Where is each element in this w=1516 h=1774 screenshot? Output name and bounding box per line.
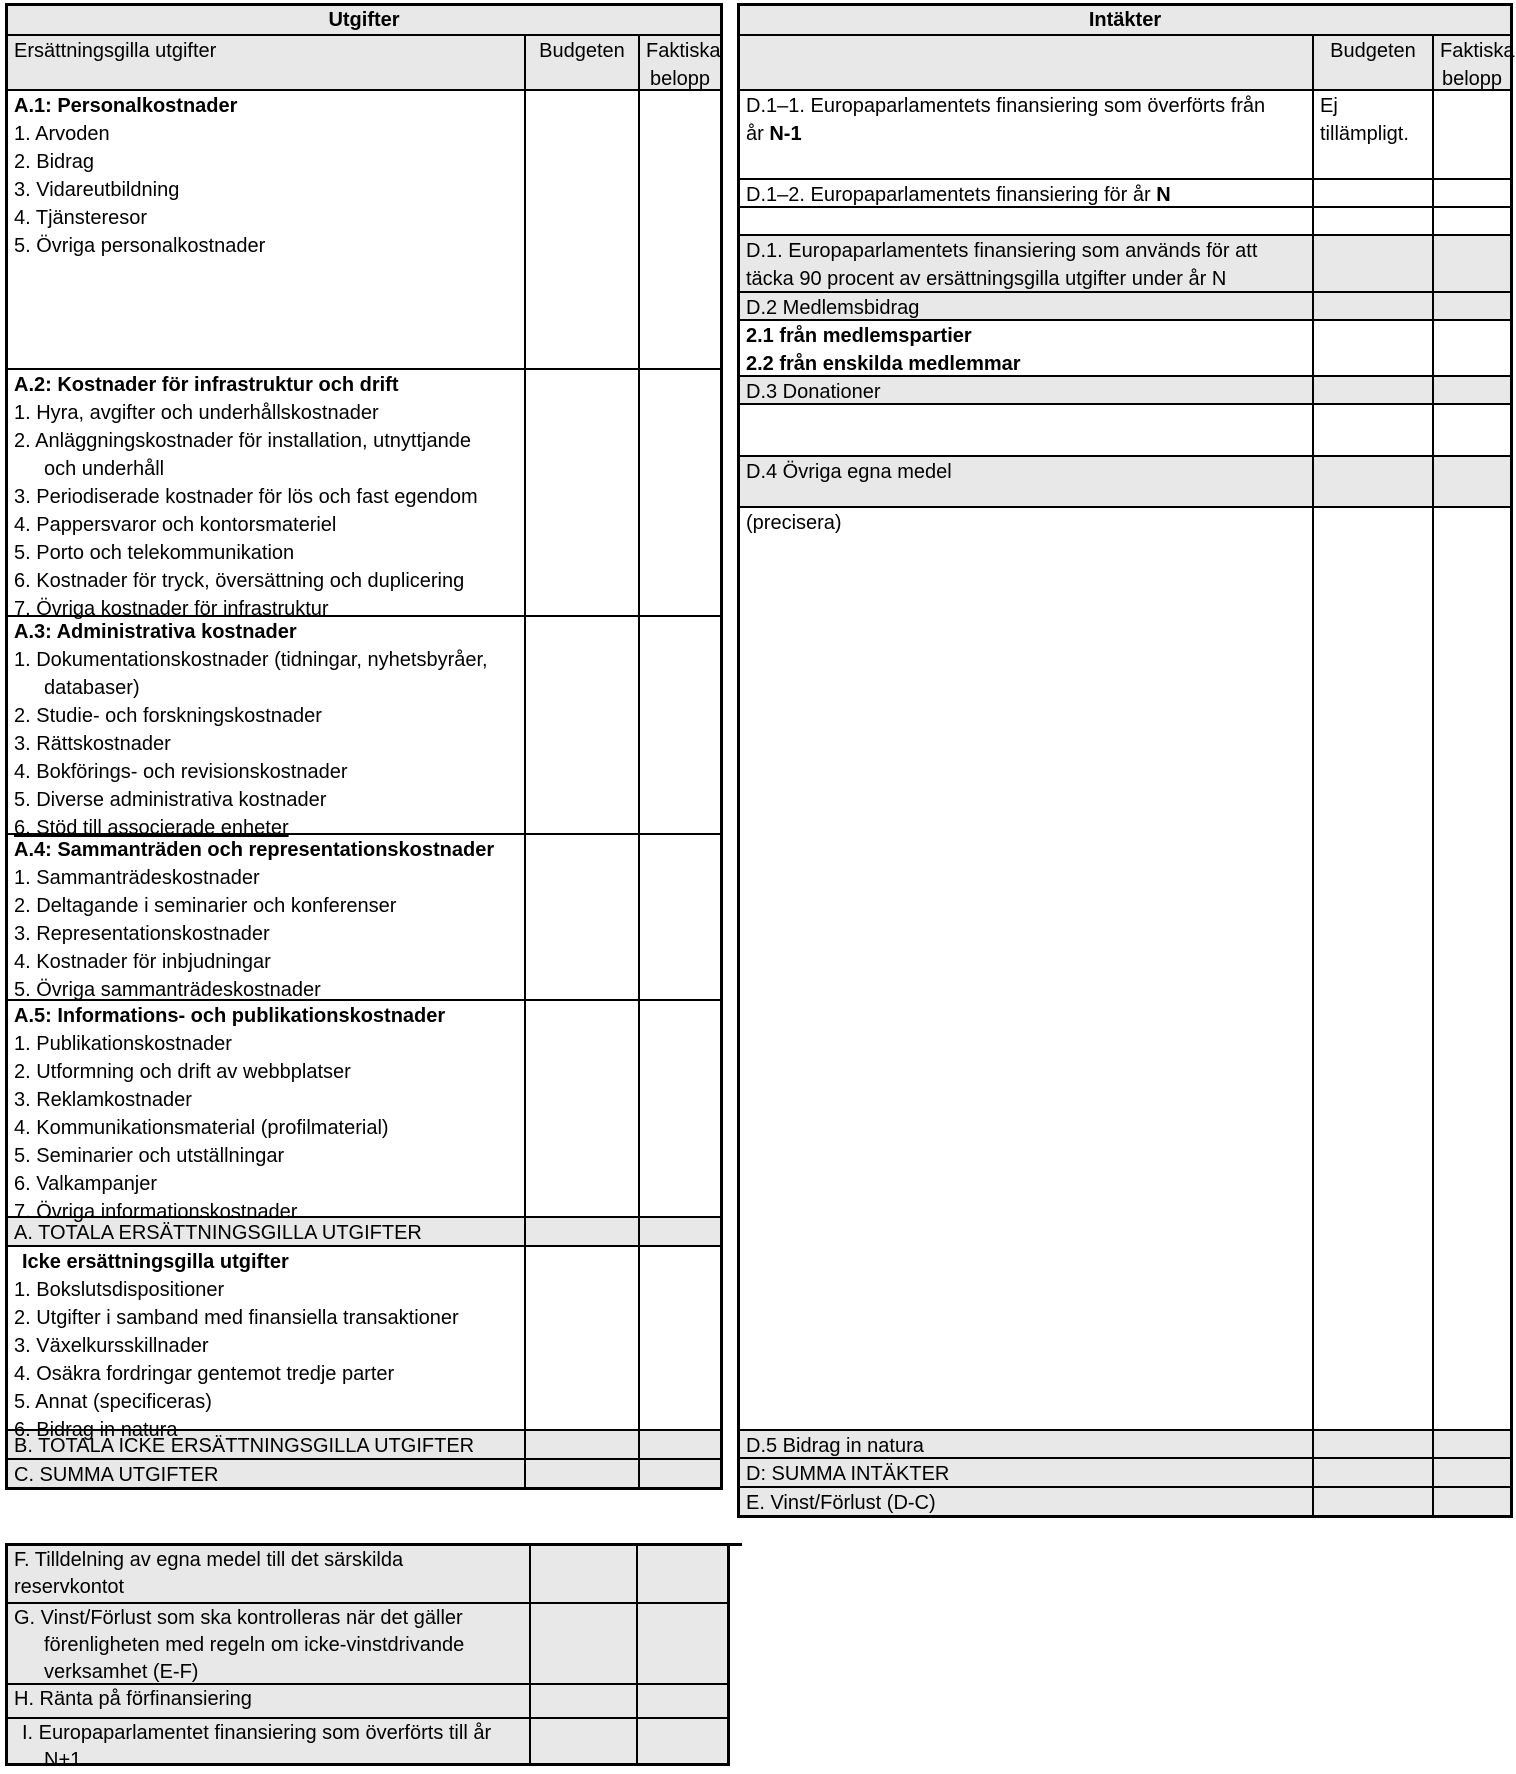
budget-cell [524,1431,638,1458]
budget-cell [1312,208,1432,234]
not-applicable-line2: tillämpligt. [1320,123,1409,145]
income-header-label-cell [740,36,1312,89]
income-item: D.3 Donationer [746,381,881,403]
budget-cell [1312,321,1432,375]
adjustment-label-cell [8,1719,529,1771]
row-empty [740,403,1510,455]
adjustment-item-continuation: förenligheten med regeln om icke-vinstdrivande [44,1634,465,1656]
precisera-note: (precisera) [746,512,842,534]
actual-cell [1432,377,1510,403]
income-label-cell [740,1459,1312,1486]
row-non-reimbursable [8,1245,720,1441]
expenses-table [5,3,723,1490]
actual-cell [638,617,720,833]
row-section-a4 [8,833,720,999]
income-label-cell [740,1488,1312,1515]
actual-header-line2: belopp [1441,68,1503,90]
actual-cell [638,1247,720,1429]
adjustment-label-cell [8,1604,529,1683]
adjustment-label-cell [8,1685,529,1717]
income-subitem: 2.2 från enskilda medlemmar [746,353,1021,375]
section-heading: A.1: Personalkostnader [14,95,238,117]
income-title-row [740,6,1510,34]
budget-cell [1312,405,1432,455]
expense-item: 2. Utformning och drift av webbplatser [14,1061,351,1083]
budget-cell [1312,293,1432,319]
expense-item: 2. Deltagande i seminarier och konferenser [14,895,397,917]
expense-item: 4. Kommunikationsmaterial (profilmaterial) [14,1117,389,1139]
actual-cell [636,1719,727,1763]
budget-cell [524,617,638,833]
adjustment-item-continuation: verksamhet (E-F) [44,1661,199,1683]
row-section-a3 [8,615,720,839]
expense-item: 3. Rättskostnader [14,733,171,755]
income-item-continuation: täcka 90 procent av ersättningsgilla utgifter under år N [746,268,1227,290]
section-label-cell [8,370,524,620]
expense-item: 4. Bokförings- och revisionskostnader [14,761,348,783]
section-label-cell [8,617,524,839]
income-label-cell [740,293,1312,319]
income-table [737,3,1513,1518]
expense-item: 2. Studie- och forskningskostnader [14,705,322,727]
expense-item: 3. Representationskostnader [14,923,270,945]
expense-item: 7. Övriga kostnader för infrastruktur [14,598,329,620]
actual-cell [638,370,720,615]
row-total-non-reimbursable [8,1429,720,1458]
budget-cell [524,1001,638,1216]
budget-cell [524,1247,638,1429]
actual-cell [1432,1431,1510,1457]
actual-cell [1432,236,1510,291]
expense-item: 5. Seminarier och utställningar [14,1145,285,1167]
expense-item: 6. Kostnader för tryck, översättning och duplicering [14,570,465,592]
total-label-cell [8,1431,524,1458]
income-item: D.1. Europaparlamentets finansiering som används för att [746,240,1258,262]
actual-cell [636,1546,727,1602]
expense-item: 6. Stöd till associerade enheter [14,817,289,839]
section-heading: A.2: Kostnader för infrastruktur och drift [14,374,399,396]
row-empty [740,206,1510,234]
adjustment-item: F. Tilldelning av egna medel till det särskilda [14,1549,404,1571]
income-item: D.1–1. Europaparlamentets finansiering som överförts från [746,95,1266,117]
row-d1 [740,234,1510,291]
budget-cell [529,1719,636,1763]
budget-cell [1312,1459,1432,1486]
section-heading: Icke ersättningsgilla utgifter [22,1251,289,1273]
budget-cell [529,1685,636,1717]
income-label-cell [740,377,1312,403]
row-section-a1 [8,89,720,368]
income-item-continuation [746,120,1306,148]
expense-item-continuation: databaser) [44,677,140,699]
budget-cell [524,1460,638,1487]
expense-item: 3. Växelkursskillnader [14,1335,209,1357]
expense-item: 5. Övriga personalkostnader [14,235,266,257]
budget-cell [1312,1431,1432,1457]
actual-cell [1432,405,1510,455]
actual-cell [1432,91,1510,178]
header-label-text: Ersättningsgilla utgifter [14,40,217,62]
expense-item: 1. Publikationskostnader [14,1033,232,1055]
row-f [8,1546,727,1602]
expense-item: 3. Vidareutbildning [14,179,180,201]
row-d2-sub [740,319,1510,375]
expense-item: 4. Pappersvaror och kontorsmateriel [14,514,337,536]
budget-cell [529,1604,636,1683]
expense-item: 2. Utgifter i samband med finansiella transaktioner [14,1307,459,1329]
income-item: D.2 Medlemsbidrag [746,297,920,319]
year-n-minus-1: N-1 [769,123,802,145]
budget-cell [1312,508,1432,1429]
budget-cell [524,1218,638,1245]
income-title: Intäkter [1088,9,1162,31]
actual-cell [1432,180,1510,206]
expense-item: 6. Valkampanjer [14,1173,158,1195]
expense-item: 1. Dokumentationskostnader (tidningar, nyhetsbyråer, [14,649,488,671]
row-d3 [740,375,1510,403]
income-item: D.5 Bidrag in natura [746,1435,924,1457]
budget-cell [1312,457,1432,506]
section-label-cell [8,1001,524,1223]
table-border-extension [728,1543,742,1546]
row-total-reimbursable [8,1216,720,1245]
row-total-income [740,1457,1510,1486]
profit-loss-label: E. Vinst/Förlust (D-C) [746,1492,936,1514]
expense-item: 1. Arvoden [14,123,110,145]
section-heading: A.5: Informations- och publikationskostnader [14,1005,446,1027]
adjustment-item-continuation: N+1 [44,1749,82,1771]
not-applicable-line1: Ej [1320,95,1338,117]
income-item: D.4 Övriga egna medel [746,461,952,483]
actual-cell [1432,293,1510,319]
income-label-cell [740,457,1312,506]
actual-cell [636,1604,727,1683]
row-d5 [740,1429,1510,1457]
section-heading: A.3: Administrativa kostnader [14,621,297,643]
income-label-cell [740,180,1312,206]
adjustment-item-continuation: reservkontot [14,1576,125,1598]
budget-cell [1312,377,1432,403]
income-label-cell [740,405,1312,455]
income-header-row [740,34,1515,90]
budget-cell [524,370,638,615]
row-d2 [740,291,1510,319]
budget-cell [529,1546,636,1602]
actual-cell [638,1001,720,1216]
expense-item-continuation: och underhåll [44,458,165,480]
expenses-title-row [8,6,720,34]
actual-cell [1432,508,1510,1429]
row-d1-1 [740,89,1510,178]
budget-header-text: Budgeten [1330,40,1416,62]
row-section-a2 [8,368,720,620]
income-label-cell [740,321,1312,375]
row-total-expenses [8,1458,720,1487]
budget-header-text: Budgeten [539,40,625,62]
adjustments-table [5,1543,730,1771]
section-label-cell [8,835,524,999]
budget-cell [524,835,638,999]
expense-item: 4. Kostnader för inbjudningar [14,951,271,973]
income-label-cell [740,1431,1312,1457]
actual-cell [636,1685,727,1717]
total-non-reimbursable-label: B. TOTALA ICKE ERSÄTTNINGSGILLA UTGIFTER [14,1435,475,1457]
actual-cell [1432,457,1510,506]
row-h [8,1683,727,1717]
expenses-title: Utgifter [328,9,400,31]
expense-item: 5. Annat (specificeras) [14,1391,212,1413]
total-income-label: D: SUMMA INTÄKTER [746,1463,950,1485]
expense-item: 3. Periodiserade kostnader för lös och fast egendom [14,486,478,508]
actual-cell [1432,1488,1510,1515]
expenses-header-label [8,36,524,89]
year-text: år [746,123,764,145]
row-g [8,1602,727,1683]
actual-column-header [638,36,720,89]
expense-item: 5. Diverse administrativa kostnader [14,789,327,811]
section-heading: A.4: Sammanträden och representationskostnader [14,839,495,861]
expense-item: 3. Reklamkostnader [14,1089,192,1111]
total-label-cell [8,1218,524,1245]
row-section-a5 [8,999,720,1223]
adjustment-item: H. Ränta på förfinansiering [14,1688,252,1710]
d1-2-text: D.1–2. Europaparlamentets finansiering för år [746,184,1151,206]
row-d4 [740,455,1510,506]
expense-item: 6. Bidrag in natura [14,1419,178,1441]
actual-cell [1432,208,1510,234]
expense-item: 4. Osäkra fordringar gentemot tredje parter [14,1363,395,1385]
budget-cell [1312,91,1432,178]
income-label-cell [740,208,1312,234]
budget-column-header [1312,36,1432,89]
actual-header-line1: Faktiska [1440,40,1515,62]
adjustment-item: G. Vinst/Förlust som ska kontrolleras när det gäller [14,1607,463,1629]
actual-cell [638,1218,720,1245]
actual-header-line2: belopp [649,68,711,90]
actual-cell [1432,321,1510,375]
actual-header-line1: Faktiska [646,40,721,62]
budget-cell [1312,1488,1432,1515]
income-subitem: 2.1 från medlemspartier [746,325,972,347]
actual-cell [638,1431,720,1458]
budget-column-header [524,36,638,89]
expense-item: 1. Bokslutsdispositioner [14,1279,225,1301]
actual-cell [1432,1459,1510,1486]
row-precisera [740,506,1510,1429]
budget-cell [1312,236,1432,291]
total-expenses-label: C. SUMMA UTGIFTER [14,1464,219,1486]
adjustment-item: I. Europaparlamentet finansiering som överförts till år [22,1722,492,1744]
row-profit-loss [740,1486,1510,1515]
expense-item: 5. Porto och telekommunikation [14,542,295,564]
section-label-cell [8,1247,524,1441]
budget-cell [524,91,638,368]
section-label-cell [8,91,524,368]
income-item [746,181,1306,209]
expense-item: 4. Tjänsteresor [14,207,148,229]
row-d1-2 [740,178,1510,206]
income-label-cell [740,236,1312,291]
income-label-cell [740,91,1312,178]
actual-cell [638,91,720,368]
expense-item: 5. Övriga sammanträdeskostnader [14,979,321,1001]
expense-item: 1. Sammanträdeskostnader [14,867,260,889]
adjustment-label-cell [8,1546,529,1602]
expense-item: 1. Hyra, avgifter och underhållskostnader [14,402,379,424]
total-label-cell [8,1460,524,1487]
expense-item: 7. Övriga informationskostnader [14,1201,298,1223]
actual-cell [638,1460,720,1487]
expense-item: 2. Bidrag [14,151,95,173]
expenses-header-row [8,34,720,89]
actual-cell [638,835,720,999]
income-label-cell [740,508,1312,1429]
row-i [8,1717,727,1771]
actual-column-header [1432,36,1515,90]
year-n: N [1156,184,1171,206]
budget-cell [1312,180,1432,206]
total-reimbursable-label: A. TOTALA ERSÄTTNINGSGILLA UTGIFTER [14,1222,422,1244]
expense-item: 2. Anläggningskostnader för installation, utnyttjande [14,430,471,452]
